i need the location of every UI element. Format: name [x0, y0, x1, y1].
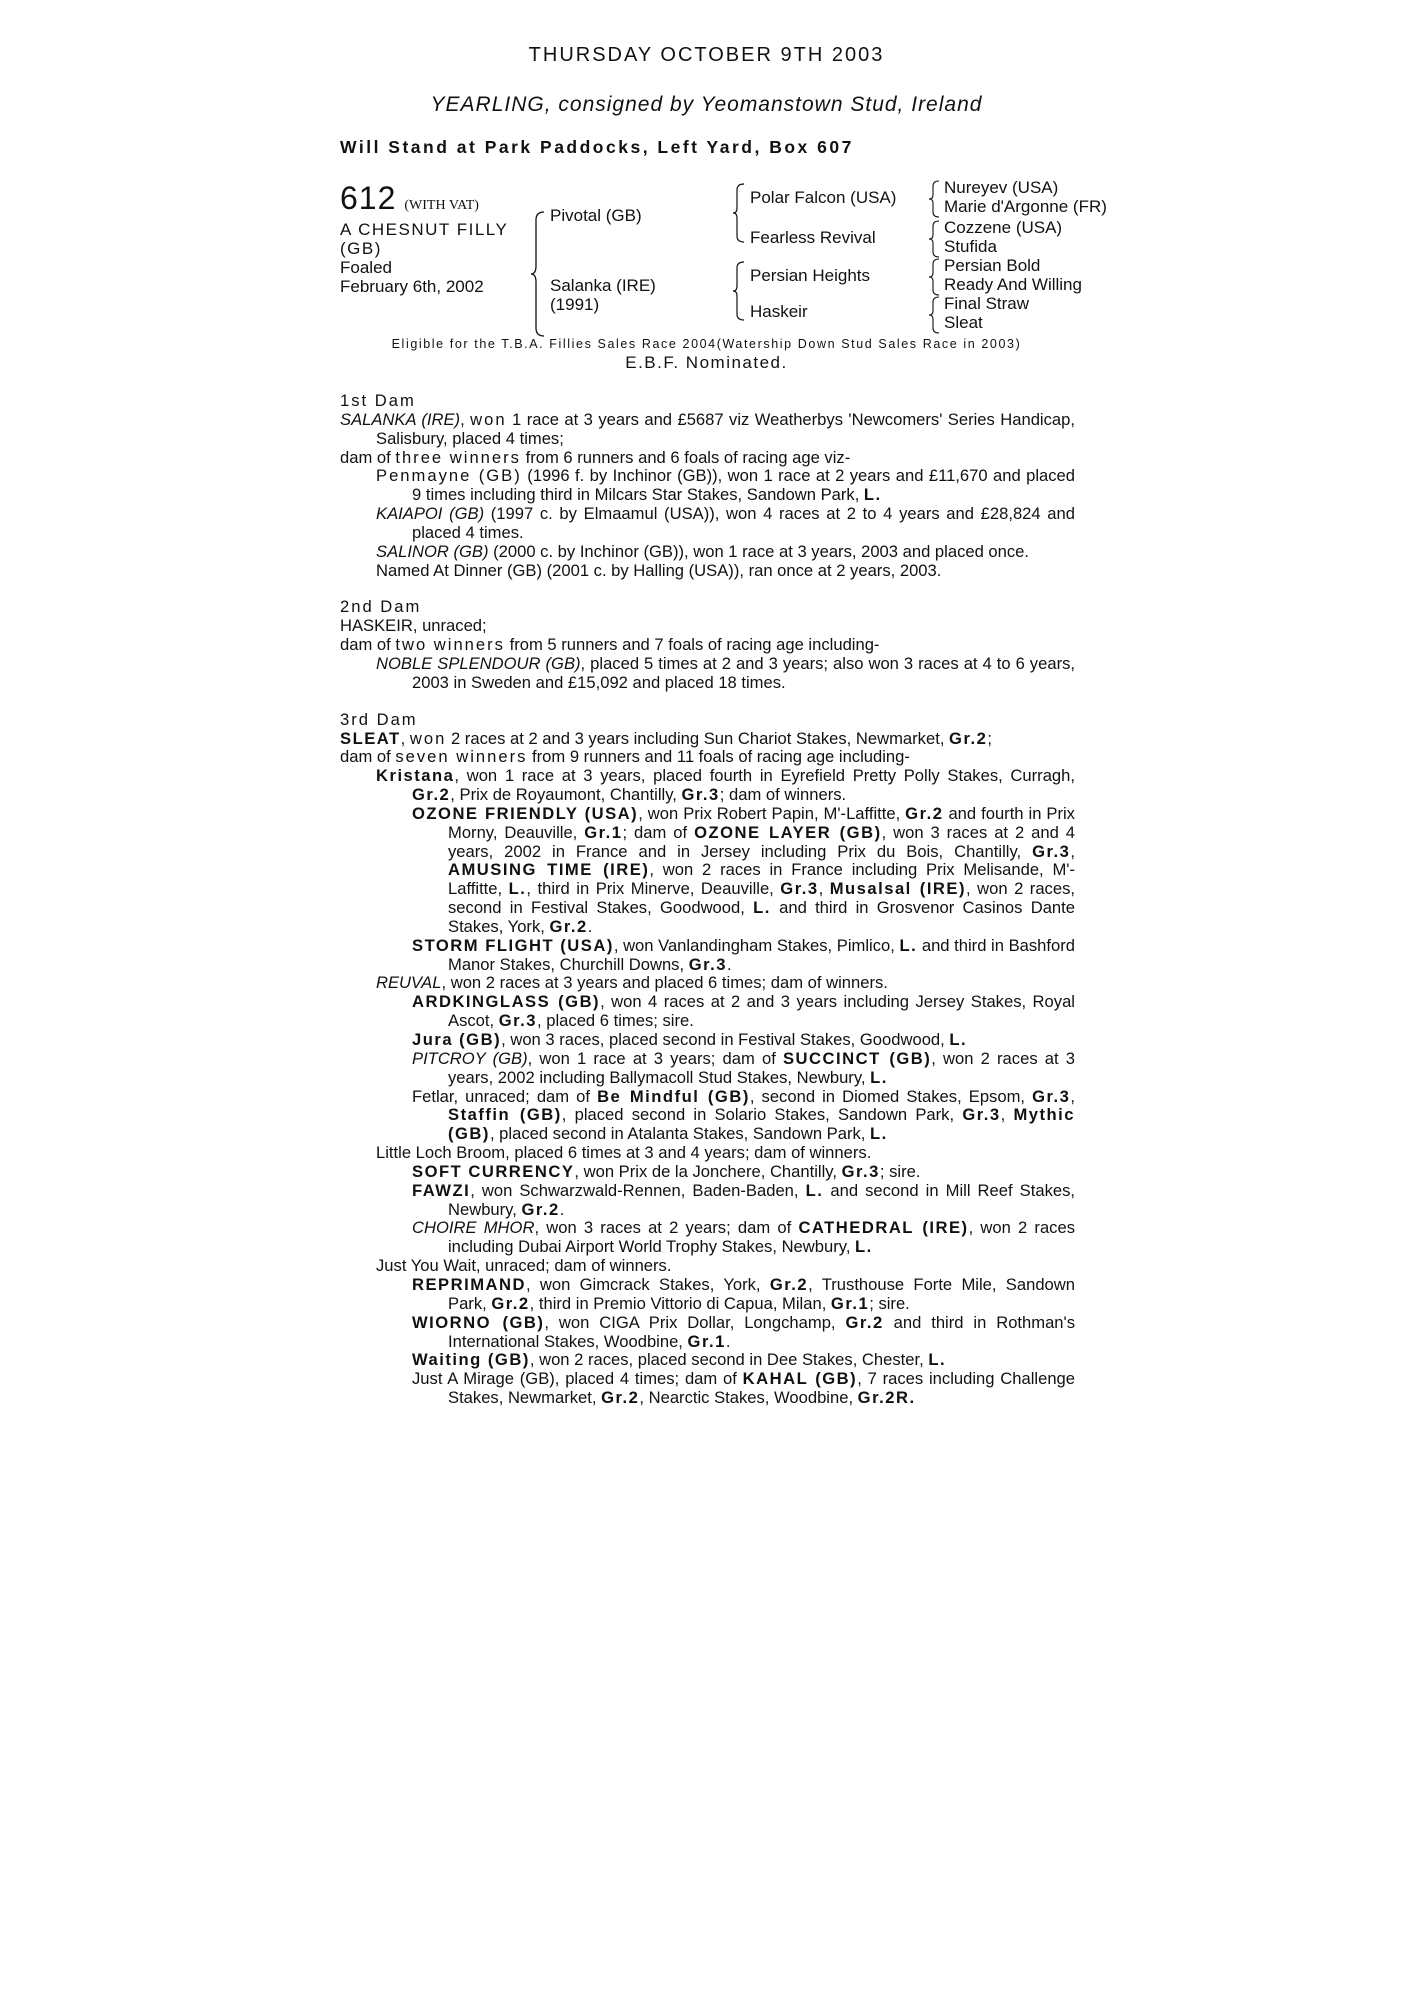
first-dam-heading: 1st Dam [340, 391, 416, 410]
produce-entry: Little Loch Broom, placed 6 times at 3 and 4 years; dam of winners. [376, 1143, 872, 1163]
first-dam-produce-summary: dam of three winners from 6 runners and 6 foals of racing age viz- [340, 447, 851, 467]
gg-2: Marie d'Argonne (FR) [944, 197, 1107, 216]
lot-description: A CHESNUT FILLY (GB) [340, 220, 508, 258]
produce-entry: REPRIMAND, won Gimcrack Stakes, York, Gr.2, Trusthouse Forte Mile, Sandown Park, Gr.2, third in Premio Vittorio di Capua, Milan, Gr.1; sire. [412, 1274, 1075, 1313]
produce-entry: KAIAPOI (GB) (1997 c. by Elmaamul (USA)), won 4 races at 2 to 4 years and £28,824 and placed 4 times. [376, 504, 1075, 542]
dam-year: (1991) [550, 295, 600, 314]
produce-entry: WIORNO (GB), won CIGA Prix Dollar, Longchamp, Gr.2 and third in Rothman's International Stakes, Woodbine, Gr.1. [412, 1312, 1076, 1351]
pedigree-brace-main [530, 210, 548, 338]
produce-entry: Fetlar, unraced; dam of Be Mindful (GB), second in Diomed Stakes, Epsom, Gr.3, Staffin (GB), placed second in Solario Stakes, Sandown Park, Gr.3, Mythic (GB), placed second in Atalanta Stakes, Sandown Park, L. [412, 1086, 1075, 1144]
lot-number: 612 [340, 180, 397, 216]
foaled-label: Foaled [340, 258, 392, 277]
second-dam-record: HASKEIR, unraced; [340, 616, 487, 636]
third-dam-heading: 3rd Dam [340, 709, 418, 729]
produce-entry: Waiting (GB), won 2 races, placed second in Dee Stakes, Chester, L. [412, 1350, 947, 1370]
foaled-info [340, 258, 484, 296]
produce-entry: FAWZI, won Schwarzwald-Rennen, Baden-Baden, L. and second in Mill Reef Stakes, Newbury, Gr.2. [412, 1180, 1075, 1219]
produce-entry: STORM FLIGHT (USA), won Vanlandingham Stakes, Pimlico, L. and third in Bashford Manor Stakes, Churchill Downs, Gr.3. [412, 935, 1075, 974]
gg-4: Stufida [944, 237, 997, 256]
pedigree-brace-g3-3 [928, 258, 940, 296]
dam-sire: Persian Heights [750, 266, 871, 285]
produce-entry: ARDKINGLASS (GB), won 4 races at 2 and 3 years including Jersey Stakes, Royal Ascot, Gr.3, placed 6 times; sire. [412, 992, 1075, 1031]
produce-entry: Just A Mirage (GB), placed 4 times; dam of KAHAL (GB), 7 races including Challenge Stakes, Newmarket, Gr.2, Nearctic Stakes, Woodbine, Gr.2R. [412, 1369, 1076, 1408]
pedigree-brace-dam [732, 260, 746, 322]
produce-entry: Jura (GB), won 3 races, placed second in Festival Stakes, Goodwood, L. [412, 1030, 968, 1049]
gg-3: Cozzene (USA) [944, 218, 1063, 237]
family-details [340, 392, 1075, 1408]
produce-entry: Just You Wait, unraced; dam of winners. [376, 1256, 672, 1276]
produce-entry: NOBLE SPLENDOUR (GB), placed 5 times at 2 and 3 years; also won 3 races at 4 to 6 years, 2003 in Sweden and £15,092 and placed 18 times. [376, 653, 1075, 692]
produce-entry: Penmayne (GB) (1996 f. by Inchinor (GB)), won 1 race at 2 years and £11,670 and placed 9 times including third in Milcars Star Stakes, Sandown Park, L. [376, 466, 1076, 505]
second-dam-section [340, 598, 1075, 692]
produce-entry: OZONE FRIENDLY (USA), won Prix Robert Papin, M'-Laffitte, Gr.2 and fourth in Prix Morny, Deauville, Gr.1; dam of OZONE LAYER (GB), won 3 races at 2 and 4 years, 2002 in France and in Jersey including Prix du Bois, Chantilly, Gr.3, AMUSING TIME (IRE), won 2 races in France including Prix Melisande, M'-Laffitte, L., third in Prix Minerve, Deauville, Gr.3, Musalsal (IRE), won 2 races, second in Festival Stakes, Goodwood, L. and third in Grosvenor Casinos Dante Stakes, York, Gr.2. [412, 803, 1076, 936]
gg-5: Persian Bold [944, 256, 1041, 275]
second-dam-produce-summary: dam of two winners from 5 runners and 7 foals of racing age including- [340, 635, 880, 655]
stand-location: Will Stand at Park Paddocks, Left Yard, Box 607 [340, 137, 854, 157]
produce-entry: Named At Dinner (GB) (2001 c. by Halling (USA)), ran once at 2 years, 2003. [376, 560, 942, 580]
foaled-date: February 6th, 2002 [340, 277, 484, 296]
second-dam-heading: 2nd Dam [340, 597, 422, 617]
pedigree-brace-g3-1 [928, 180, 940, 218]
pedigree-brace-g3-4 [928, 296, 940, 334]
produce-entry: REUVAL, won 2 races at 3 years and placed 6 times; dam of winners. [376, 973, 888, 993]
third-dam-section [340, 711, 1075, 1408]
eligibility-note: Eligible for the T.B.A. Fillies Sales Race 2004(Watership Down Stud Sales Race in 2003) [391, 337, 1022, 351]
produce-entry: SALINOR (GB) (2000 c. by Inchinor (GB)), won 1 race at 3 years, 2003 and placed once. [376, 541, 1030, 561]
sire-sire: Polar Falcon (USA) [750, 188, 897, 207]
third-dam-produce-summary: dam of seven winners from 9 runners and 11 foals of racing age including- [340, 747, 910, 767]
sire-name: Pivotal (GB) [550, 206, 642, 225]
produce-entry: CHOIRE MHOR, won 3 races at 2 years; dam of CATHEDRAL (IRE), won 2 races including Dubai Airport World Trophy Stakes, Newbury, L. [412, 1218, 1076, 1257]
lot-number-line [340, 180, 479, 217]
sale-date: THURSDAY OCTOBER 9TH 2003 [528, 44, 885, 66]
gg-1: Nureyev (USA) [944, 178, 1059, 197]
produce-entry: Kristana, won 1 race at 3 years, placed fourth in Eyrefield Pretty Polly Stakes, Curragh, Gr.2, Prix de Royaumont, Chantilly, Gr.3; dam of winners. [376, 766, 1075, 805]
produce-entry: PITCROY (GB), won 1 race at 3 years; dam of SUCCINCT (GB), won 2 races at 3 years, 2002 including Ballymacoll Stud Stakes, Newbury, L. [412, 1048, 1075, 1087]
gg-6: Ready And Willing [944, 275, 1082, 294]
first-dam-record: SALANKA (IRE), won 1 race at 3 years and £5687 viz Weatherbys 'Newcomers' Series Handicap, Salisbury, placed 4 times; [340, 409, 1075, 448]
third-dam-record: SLEAT, won 2 races at 2 and 3 years including Sun Chariot Stakes, Newmarket, Gr.2; [340, 728, 992, 748]
first-dam-section [340, 392, 1075, 580]
pedigree-brace-g3-2 [928, 220, 940, 258]
dam-dam: Haskeir [750, 302, 808, 321]
consignment-line: YEARLING, consigned by Yeomanstown Stud, Ireland [430, 93, 983, 116]
gg-8: Sleat [944, 313, 983, 332]
gg-7: Final Straw [944, 294, 1030, 313]
dam-name: Salanka (IRE) [550, 276, 656, 295]
pedigree-block [340, 180, 1140, 340]
ebf-nomination: E.B.F. Nominated. [625, 353, 788, 372]
sire-dam: Fearless Revival [750, 228, 876, 247]
vat-note: (WITH VAT) [404, 198, 479, 213]
pedigree-brace-sire [732, 182, 746, 244]
produce-entry: SOFT CURRENCY, won Prix de la Jonchere, Chantilly, Gr.3; sire. [412, 1161, 921, 1181]
